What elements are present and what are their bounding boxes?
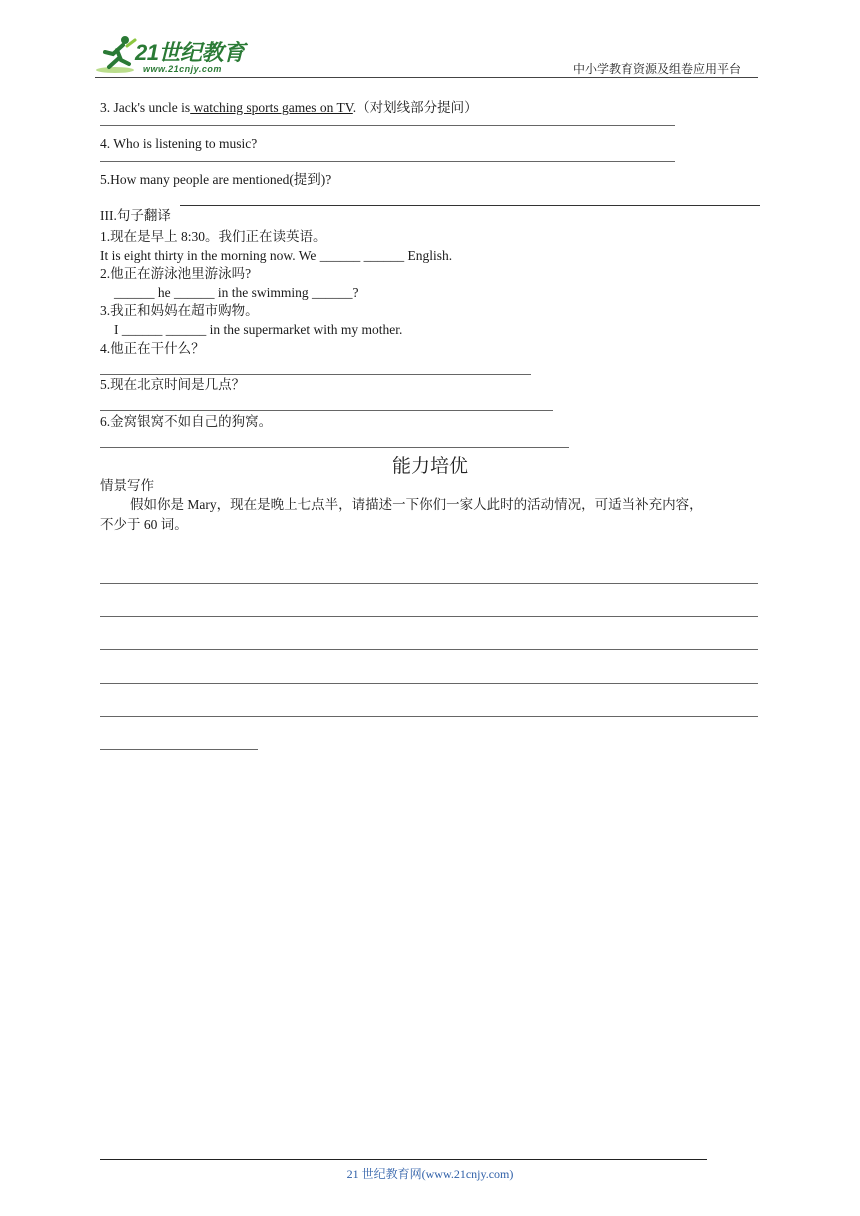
answer-line[interactable] xyxy=(100,125,675,126)
answer-line[interactable] xyxy=(100,161,675,162)
translation-en-2: ______ he ______ in the swimming ______? xyxy=(114,285,359,300)
translation-cn-6: 6.金窝银窝不如自己的狗窝。 xyxy=(100,414,273,429)
answer-line[interactable] xyxy=(100,410,553,411)
footer-text: 21 世纪教育网(www.21cnjy.com) xyxy=(346,1167,514,1181)
writing-line[interactable] xyxy=(100,716,758,717)
writing-prompt-line-1: 假如你是 Mary，现在是晚上七点半，请描述一下你们一家人此时的活动情况，可适当补充内容， xyxy=(130,497,703,512)
answer-line[interactable] xyxy=(100,374,531,375)
question-3-underlined: watching sports games on TV xyxy=(190,100,353,115)
translation-cn-2: 2.他正在游泳池里游泳吗? xyxy=(100,266,252,281)
answer-line[interactable] xyxy=(100,447,569,448)
translation-en-1: It is eight thirty in the morning now. We ______ ______ English. xyxy=(100,248,453,263)
question-5: 5.How many people are mentioned(提到)? xyxy=(100,172,332,187)
writing-label: 情景写作 xyxy=(100,478,154,493)
translation-cn-4: 4.他正在干什么？ xyxy=(100,341,205,356)
translation-cn-5: 5.现在北京时间是几点？ xyxy=(100,377,246,392)
writing-prompt-line-2: 不少于 60 词。 xyxy=(100,517,188,532)
logo xyxy=(95,34,260,78)
header-rule xyxy=(95,77,758,78)
question-4: 4. Who is listening to music? xyxy=(100,136,258,151)
writing-line[interactable] xyxy=(100,749,258,750)
question-3-prefix: 3. Jack's uncle is xyxy=(100,100,191,115)
writing-line[interactable] xyxy=(100,583,758,584)
footer-rule xyxy=(100,1159,707,1160)
logo-url: www.21cnjy.com xyxy=(143,64,222,74)
translation-cn-1: 1.现在是早上 8:30。我们正在读英语。 xyxy=(100,229,327,244)
writing-line[interactable] xyxy=(100,683,758,684)
platform-name: 中小学教育资源及组卷应用平台 xyxy=(573,62,742,76)
translation-en-3: I ______ ______ in the supermarket with my mother. xyxy=(114,322,403,337)
logo-text: 21世纪教育 xyxy=(135,40,245,65)
writing-line[interactable] xyxy=(100,649,758,650)
answer-line[interactable] xyxy=(180,205,760,206)
question-3 xyxy=(100,99,478,117)
question-3-suffix: .（对划线部分提问） xyxy=(352,100,478,115)
runner-icon xyxy=(95,34,139,76)
translation-cn-3: 3.我正和妈妈在超市购物。 xyxy=(100,303,259,318)
writing-line[interactable] xyxy=(100,616,758,617)
section-title: 能力培优 xyxy=(391,456,468,477)
section-heading: III.句子翻译 xyxy=(100,208,171,223)
